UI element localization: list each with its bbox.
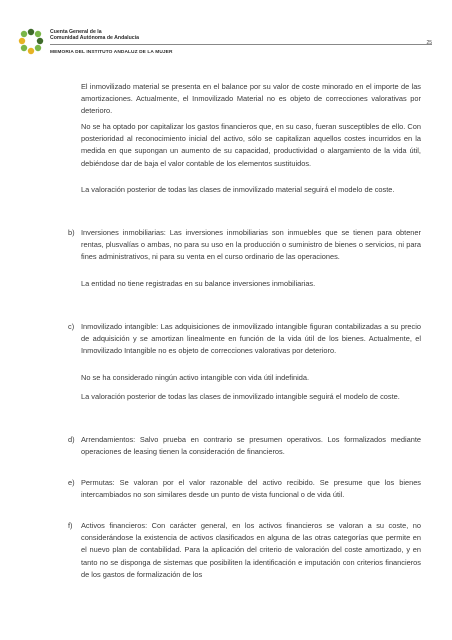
- list-item-intangible: Inmovilizado intangible: Las adquisiciones de inmovilizado intangible figuran contabilizadas a su precio de adquisición y se amortizan linealmente en función de la vida útil de los bienes. Actualmente, el Inmovilizado Intangible no es objeto de correcciones valorativas por deterioro.: [81, 322, 421, 356]
- list-item-permutas: Permutas: Se valoran por el valor razonable del activo recibido. Se presume que los bienes intercambiados no son similares desde un punto de vista funcional o de vida útil.: [81, 478, 421, 500]
- list-letter: c): [68, 322, 75, 331]
- page-number: 25: [426, 40, 432, 46]
- paragraph: La valoración posterior de todas las clases de inmovilizado material seguirá el modelo de coste.: [81, 185, 395, 194]
- paragraph: No se ha optado por capitalizar los gastos financieros que, en su caso, fueran susceptibles de ello. Con posterioridad al reconocimiento inicial del activo, sólo se capitalizan aquellos costes incurridos en la medida en que supongan un aumento de su capacidad, productividad o alargamiento de la vida útil, debiéndose dar de baja el valor contable de los elementos sustituidos.: [81, 122, 421, 168]
- junta-andalucia-logo-icon: [18, 28, 44, 56]
- paragraph: La entidad no tiene registradas en su balance inversiones inmobiliarias.: [81, 279, 316, 288]
- list-item-arrendamientos: Arrendamientos: Salvo prueba en contrario se presumen operativos. Los formalizados mediante operaciones de leasing tienen la consideración de financieros.: [81, 435, 421, 457]
- paragraph: El inmovilizado material se presenta en el balance por su valor de coste minorado en el importe de las amortizaciones. Actualmente, el Inmovilizado Material no es objeto de correcciones valorativas por deterioro.: [81, 82, 421, 116]
- list-letter: f): [68, 521, 73, 530]
- page-header: [0, 0, 452, 62]
- list-item-inversiones: Inversiones inmobiliarias: Las inversiones inmobiliarias son inmuebles que se tienen para obtener rentas, plusvalías o ambas, no para su uso en la producción o suministro de bienes o servicios, ni para fines administrativos, ni para su venta en el curso ordinario de las operaciones.: [81, 228, 421, 262]
- list-letter: b): [68, 228, 75, 237]
- header-divider: [50, 44, 432, 45]
- header-title-line1: Cuenta General de la: [50, 29, 102, 35]
- list-item-activos-financieros: Activos financieros: Con carácter general, en los activos financieros se valoran a su coste, no considerándose la existencia de activos clasificados en alguna de las otras categorías que permite en el nuevo plan de contabilidad. Para la aplicación del criterio de valoración del coste amortizado, y en tanto no se disponga de sistemas que posibiliten la identificación e imputación con criterios financieros de los gastos de formalización de los: [81, 521, 421, 579]
- header-subtitle: MEMORIA DEL INSTITUTO ANDALUZ DE LA MUJER: [50, 50, 173, 55]
- list-letter: e): [68, 478, 75, 487]
- header-title-line2: Comunidad Autónoma de Andalucía: [50, 35, 139, 41]
- paragraph: No se ha considerado ningún activo intangible con vida útil indefinida.: [81, 373, 310, 382]
- list-letter: d): [68, 435, 75, 444]
- paragraph: La valoración posterior de todas las clases de inmovilizado intangible seguirá el modelo de coste.: [81, 392, 400, 401]
